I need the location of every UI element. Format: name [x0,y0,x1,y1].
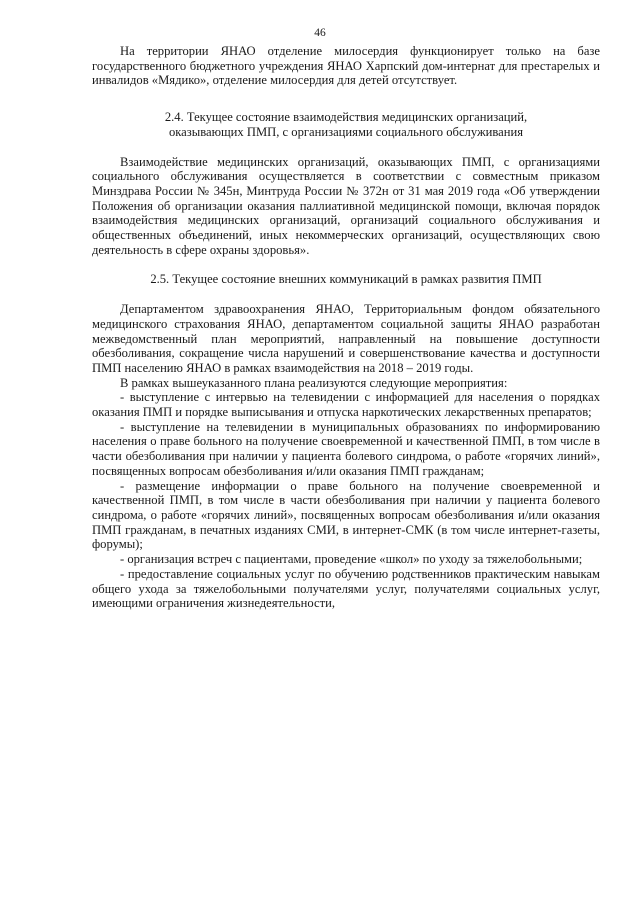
section-2-5-heading [92,272,600,287]
list-item: - выступление на телевидении в муниципальных образованиях по информированию населения о праве больного на получение своевременной и качественной ПМП, в том числе в части обезболивания при наличии у пациента болевого синдрома, о работе «горячих линий», посвященных вопросам обезболивания и/или оказания ПМП гражданам; [92,419,600,478]
section-2-4-paragraph: Взаимодействие медицинских организаций, оказывающих ПМП, с организациями социального обслуживания осуществляется в соответствии с совместным приказом Минздрава России № 345н, Минтруда России № 372н от 31 мая 2019 года «Об утверждении Положения об организации оказания паллиативной медицинской помощи, включая порядок взаимодействия медицинских организаций, организаций социального обслуживания и общественных объединений, иных некоммерческих организаций, осуществляющих свою деятельность в сфере охраны здоровья». [92,154,600,257]
list-item: - предоставление социальных услуг по обучению родственников практическим навыкам общего ухода за тяжелобольными получателями услуг, получателями социальных услуг, имеющими ограничения жизнедеятельности, [92,566,600,611]
section-2-5-heading-text: 2.5. Текущее состояние внешних коммуникаций в рамках развития ПМП [150,272,542,287]
intro-paragraph: На территории ЯНАО отделение милосердия функционирует только на базе государственного бюджетного учреждения ЯНАО Харпский дом-интернат для престарелых и инвалидов «Мядико», отделение милосердия для детей отсутствует. [92,44,600,88]
section-2-4-heading [92,110,600,139]
list-item: - выступление с интервью на телевидении с информацией для населения о порядках оказания ПМП и порядке выписывания и отпуска наркотических лекарственных препаратов; [92,390,600,420]
section-2-4-heading-line-2: оказывающих ПМП, с организациями социального обслуживания [168,124,524,139]
section-2-5-paragraph-1: Департаментом здравоохранения ЯНАО, Территориальным фондом обязательного медицинского страхования ЯНАО, департаментом социальной защиты ЯНАО разработан межведомственный план мероприятий, направленный на повышение доступности обезболивания, сокращение числа нарушений и совершенствование качества и доступности ПМП населению ЯНАО в рамках взаимодействия на 2018 – 2019 годы. [92,302,600,375]
section-2-5-paragraph-2: В рамках вышеуказанного плана реализуются следующие мероприятия: [120,375,508,390]
document-body [92,44,600,611]
list-item: - организация встреч с пациентами, проведение «школ» по уходу за тяжелобольными; [120,552,583,567]
section-2-4-heading-line-1: 2.4. Текущее состояние взаимодействия медицинских организаций, [164,110,528,125]
list-item: - размещение информации о праве больного на получение своевременной и качественной ПМП, в том числе в части обезболивания при наличии у пациента болевого синдрома, о работе «горячих линий», посвященных вопросам обезболивания и/или оказания ПМП гражданам, в печатных изданиях СМИ, в интернет-СМК (в том числе интернет-газеты, форумы); [92,478,600,552]
page-number: 46 [314,27,326,39]
